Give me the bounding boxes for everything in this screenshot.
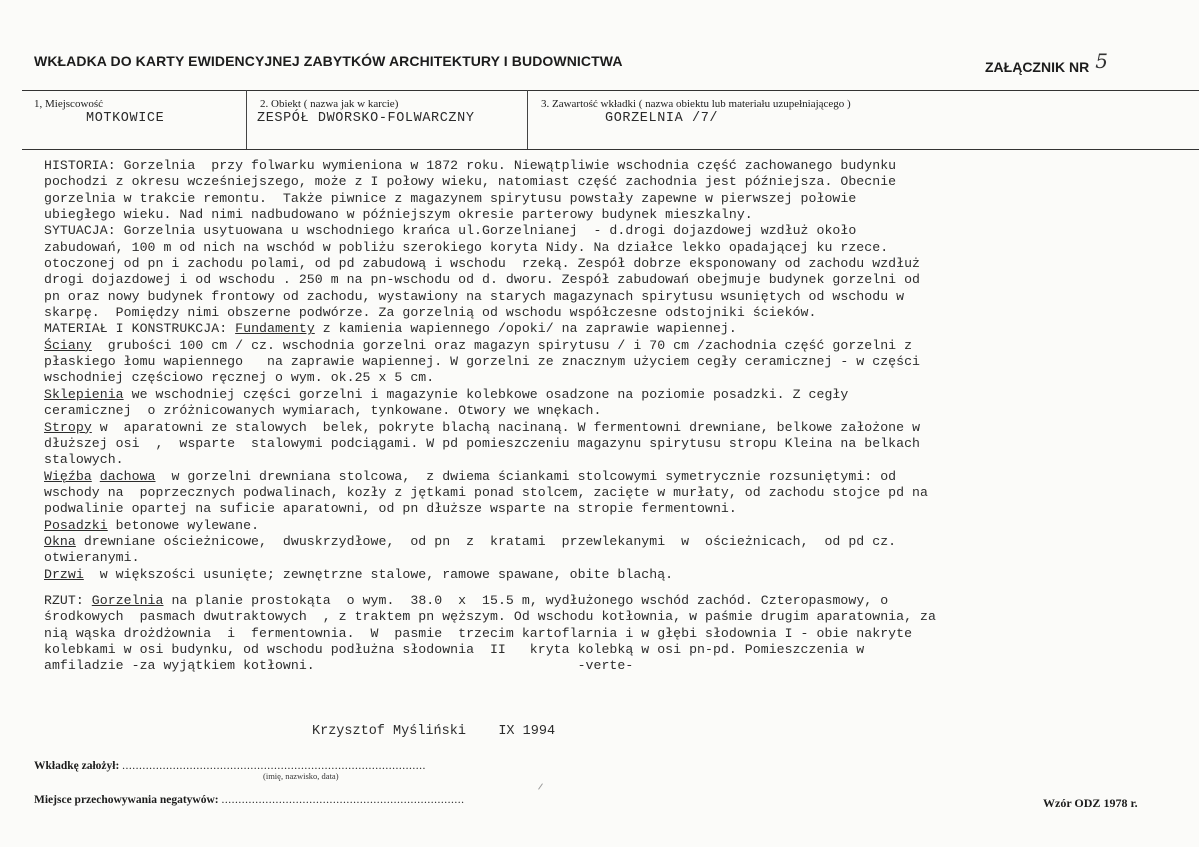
locality-label: 1, Miejscowość xyxy=(34,98,104,110)
author-signature: Krzysztof Myśliński IX 1994 xyxy=(312,724,556,739)
paragraph-gap xyxy=(44,583,1184,593)
form-model-label: Wzór ODZ 1978 r. xyxy=(1043,796,1138,810)
doors-label: Drzwi xyxy=(44,566,84,582)
floors-paragraph xyxy=(44,518,1184,534)
locality-value: MOTKOWICE xyxy=(86,111,165,126)
form-header-title: WKŁADKA DO KARTY EWIDENCYJNEJ ZABYTKÓW ARCHITEKTURY I BUDOWNICTWA xyxy=(34,53,623,69)
plan-building-label: Gorzelnia xyxy=(91,592,164,608)
description-body xyxy=(44,158,1184,675)
plan-paragraph xyxy=(44,593,1184,675)
plan-heading: RZUT: xyxy=(44,592,92,608)
floors-text: betonowe wylewane. xyxy=(107,517,260,533)
windows-paragraph xyxy=(44,534,1184,567)
foundations-label: Fundamenty xyxy=(235,321,315,337)
vaults-text: we wschodniej części gorzelni i magazynie kolebkowe osadzone na poziomie posadzki. Z cegły ceramicznej o zróżnicowanych wymiarach, tynkowane. Otwory we wnękach. xyxy=(44,386,849,419)
established-by-label: Wkładkę założył: xyxy=(34,760,120,772)
header-rule-top xyxy=(22,90,1199,91)
vaults-paragraph xyxy=(44,387,1184,420)
plan-text: na planie prostokąta o wym. 38.0 x 15.5 m, wydłużonego wschód zachód. Czteropasmowy, o środkowych pasmach dwutraktowych , z traktem pn węższym. Od wschodu kotłownia, w paśmie drugim aparatownia, za nią wąska drożdżownia i fermentownia. W pasmie trzecim kartoflarnia i w głębi słodownia I - obie nakryte kolebkami w osi budynku, od wschodu podłużna słodownia II kryta kolebką w osi pn-pd. Pomieszczenia w amfiladzie -za wyjątkiem kotłowni. -verte- xyxy=(44,592,936,674)
foundations-text: z kamienia wapiennego /opoki/ na zaprawie wapiennej. xyxy=(314,321,737,337)
location-paragraph: SYTUACJA: Gorzelnia usytuowana u wschodniego krańca ul.Gorzelnianej - d.drogi dojazdowej wzdłuż około zabudowań, 100 m od nich na wschód w pobliżu szerokiego koryta Nidy. Na działce lekko opadającej ku rzece. otoczonej od pn i zachodu polami, od pd zabudową i wschodu rzeką. Zespół dobrze eksponowany od zachodu wzdłuż drogi dojazdowej i od wschodu . 250 m na pn-wschodu od d. dworu. Zespół zabudowań obejmuje budynek gorzelni od pn oraz nowy budynek frontowy od zachodu, wystawiony na starych magazynach spirytusu wsuniętych od wschodu w skarpę. Pomiędzy nimi obszerne podwórze. Za gorzelnią od wschodu współczesne odstojniki ścieków. xyxy=(44,223,921,321)
field-separator-1 xyxy=(246,90,247,149)
roof-truss-paragraph xyxy=(44,469,1184,518)
material-heading: MATERIAŁ I KONSTRUKCJA: xyxy=(44,321,236,337)
negatives-storage-row xyxy=(34,794,464,806)
established-by-row xyxy=(34,760,426,772)
annex-number: 5 xyxy=(1095,49,1108,73)
object-label: 2. Obiekt ( nazwa jak w karcie) xyxy=(260,98,399,110)
walls-label: Ściany xyxy=(44,337,92,353)
doors-paragraph xyxy=(44,567,1184,583)
ceilings-text: w aparatowni ze stalowych belek, pokryte blachą nacinaną. W fermentowni drewniane, belkowe założone w dłuższej osi , wsparte stalowymi podciągami. W pd pomieszczeniu magazynu spirytusu stropu Kleina na belkach stalowych. xyxy=(44,419,921,468)
material-paragraph xyxy=(44,321,1184,337)
content-value: GORZELNIA /7/ xyxy=(605,111,719,126)
annex-label-text: ZAŁĄCZNIK NR xyxy=(985,59,1090,75)
negatives-storage-dots: ........................................................................ xyxy=(221,794,465,806)
pencil-mark xyxy=(538,783,543,789)
truss-label: Więźba xyxy=(44,468,92,484)
content-label: 3. Zawartość wkładki ( nazwa obiektu lub materiału uzupełniającego ) xyxy=(541,98,851,110)
established-by-dots: .......................................................................................... xyxy=(122,760,426,772)
object-value: ZESPÓŁ DWORSKO-FOLWARCZNY xyxy=(257,111,475,126)
walls-text: grubości 100 cm / cz. wschodnia gorzelni oraz magazyn spirytusu / i 70 cm /zachodnia część gorzelni z płaskiego łomu wapiennego na zaprawie wapiennej. W gorzelni ze znacznym użyciem cegły ceramicznej - w części wschodniej częściowo ręcznej o wym. ok.25 x 5 cm. xyxy=(44,337,921,386)
truss-text: w gorzelni drewniana stolcowa, z dwiema ściankami stolcowymi symetrycznie rozsuniętymi: od wschody na poprzecznych podwalinach, kozły z jętkami ponad stolcem, zacięte w murłaty, od zachodu stojce pd na podwalinie opartej na suficie aparatowni, od pn dłuższe wsparte na stropie fermentowni. xyxy=(44,468,928,517)
header-rule-bottom xyxy=(22,149,1199,150)
windows-text: drewniane ościeżnicowe, dwuskrzydłowe, od pn z kratami przewlekanymi w ościeżnicach, od pd cz. otwieranymi. xyxy=(44,533,897,566)
floors-label: Posadzki xyxy=(44,517,108,533)
windows-label: Okna xyxy=(44,533,76,549)
history-paragraph: HISTORIA: Gorzelnia przy folwarku wymieniona w 1872 roku. Niewątpliwie wschodnia część zachowanego budynku pochodzi z okresu wcześniejszego, może z I połowy wieku, natomiast część zachodnia jest późniejsza. Obecnie gorzelnia w trakcie remontu. Także piwnice z magazynem spirytusu powstały zapewne w pierwszej połowie ubiegłego wieku. Nad nimi nadbudowano w późniejszym okresie parterowy budynek mieszkalny. xyxy=(44,158,897,223)
field-separator-2 xyxy=(527,90,528,149)
doors-text: w większości usunięte; zewnętrzne stalowe, ramowe spawane, obite blachą. xyxy=(83,566,674,582)
roof-label: dachowa xyxy=(99,468,156,484)
ceilings-label: Stropy xyxy=(44,419,92,435)
ceilings-paragraph xyxy=(44,420,1184,469)
annex-label xyxy=(985,49,1108,77)
vaults-label: Sklepienia xyxy=(44,386,124,402)
walls-paragraph xyxy=(44,338,1184,387)
negatives-storage-label: Miejsce przechowywania negatywów: xyxy=(34,794,219,806)
established-by-hint: (imię, nazwisko, data) xyxy=(263,771,339,781)
